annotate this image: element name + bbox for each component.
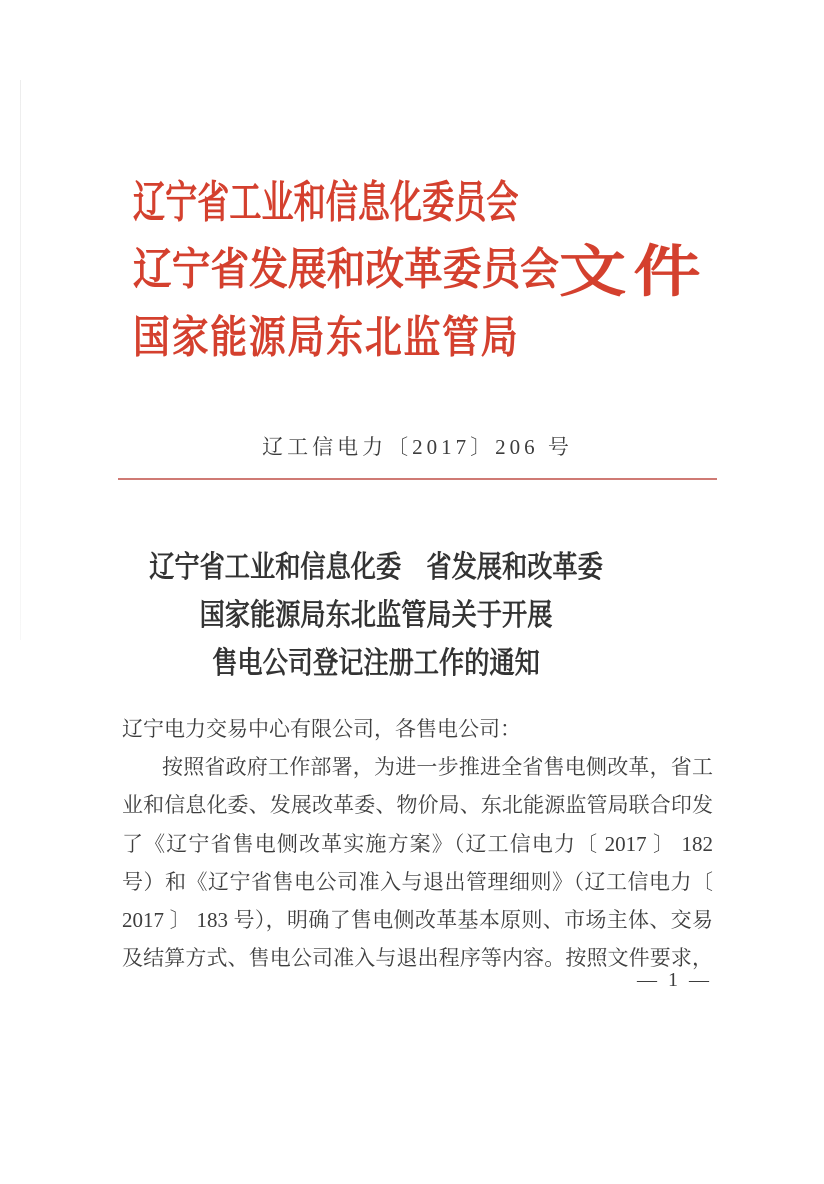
page-number: — 1 — bbox=[637, 969, 712, 991]
body-text-line: 及结算方式、售电公司准入与退出程序等内容。按照文件要求， bbox=[122, 946, 713, 971]
body-text-line: 按照省政府工作部署，为进一步推进全省售电侧改革，省工 bbox=[162, 755, 713, 780]
red-divider-line bbox=[118, 478, 717, 480]
document-body bbox=[122, 710, 713, 977]
salutation-line: 辽宁电力交易中心有限公司，各售电公司： bbox=[122, 717, 521, 741]
agency-name-line3: 国家能源局东北监管局 bbox=[133, 313, 520, 362]
body-text-line: 号）和《辽宁省售电公司准入与退出管理细则》（辽工信电力〔 bbox=[122, 869, 713, 894]
document-title-line2: 国家能源局东北监管局关于开展 bbox=[199, 599, 553, 632]
document-title-line3: 售电公司登记注册工作的通知 bbox=[212, 647, 540, 680]
document-title-line1: 辽宁省工业和信息化委 省发展和改革委 bbox=[149, 551, 603, 584]
document-reference-number: 辽工信电力〔2017〕206 号 bbox=[262, 435, 573, 459]
document-word-wenjian: 文件 bbox=[559, 242, 708, 304]
agency-name-line2 bbox=[133, 242, 708, 307]
agency-name-line1: 辽宁省工业和信息化委员会 bbox=[133, 178, 519, 227]
body-text-line: 了《辽宁省售电侧改革实施方案》（辽工信电力〔 2017 〕 182 bbox=[122, 831, 713, 856]
body-text-line: 2017 〕 183 号），明确了售电侧改革基本原则、市场主体、交易 bbox=[122, 907, 713, 932]
body-text-line: 业和信息化委、发展改革委、物价局、东北能源监管局联合印发 bbox=[122, 793, 713, 818]
agency-name-line2-text: 辽宁省发展和改革委员会 bbox=[133, 245, 559, 294]
document-title bbox=[0, 544, 752, 688]
